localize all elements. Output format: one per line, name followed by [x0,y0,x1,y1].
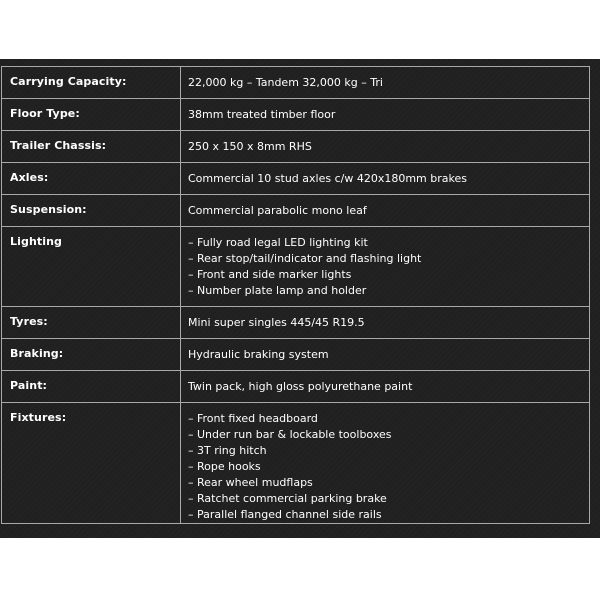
spec-label: Paint: [2,371,181,403]
spec-value [181,163,590,195]
spec-row [2,307,590,339]
spec-value [181,99,590,131]
spec-value-line: 250 x 150 x 8mm RHS [188,140,312,153]
spec-value-line: Commercial 10 stud axles c/w 420x180mm brakes [188,172,467,185]
spec-value [181,227,590,307]
specifications-table-body [2,67,590,524]
spec-row [2,99,590,131]
spec-row [2,195,590,227]
spec-value [181,371,590,403]
spec-value-line: – Rope hooks [188,460,261,473]
spec-value-line: – Rear wheel mudflaps [188,476,313,489]
spec-value [181,339,590,371]
spec-value-line: – Front and side marker lights [188,268,352,281]
spec-row [2,131,590,163]
spec-value [181,195,590,227]
spec-value-line: Hydraulic braking system [188,348,329,361]
spec-label: Carrying Capacity: [2,67,181,99]
spec-value-line: – Front fixed headboard [188,412,318,425]
spec-label: Trailer Chassis: [2,131,181,163]
spec-row [2,371,590,403]
spec-value-line: – Parallel flanged channel side rails [188,508,382,521]
spec-value-line: 38mm treated timber floor [188,108,336,121]
spec-label: Floor Type: [2,99,181,131]
spec-value-line: – Fully road legal LED lighting kit [188,236,368,249]
spec-label: Lighting [2,227,181,307]
specifications-table [1,66,590,524]
spec-label: Tyres: [2,307,181,339]
spec-row [2,163,590,195]
spec-value [181,67,590,99]
spec-row [2,403,590,524]
spec-value-line: – Ratchet commercial parking brake [188,492,387,505]
spec-label: Braking: [2,339,181,371]
spec-value-line: Twin pack, high gloss polyurethane paint [188,380,413,393]
spec-row [2,227,590,307]
spec-value-line: Mini super singles 445/45 R19.5 [188,316,365,329]
spec-value-line: Commercial parabolic mono leaf [188,204,367,217]
spec-row [2,67,590,99]
spec-value [181,307,590,339]
spec-value-line: 22,000 kg – Tandem 32,000 kg – Tri [188,76,383,89]
spec-value-line: – Rear stop/tail/indicator and flashing light [188,252,422,265]
spec-value-line: – Under run bar & lockable toolboxes [188,428,392,441]
spec-label: Axles: [2,163,181,195]
spec-row [2,339,590,371]
spec-value-line: – 3T ring hitch [188,444,267,457]
spec-value-line: – Number plate lamp and holder [188,284,367,297]
spec-label: Fixtures: [2,403,181,524]
spec-label: Suspension: [2,195,181,227]
spec-value [181,403,590,524]
spec-value [181,131,590,163]
